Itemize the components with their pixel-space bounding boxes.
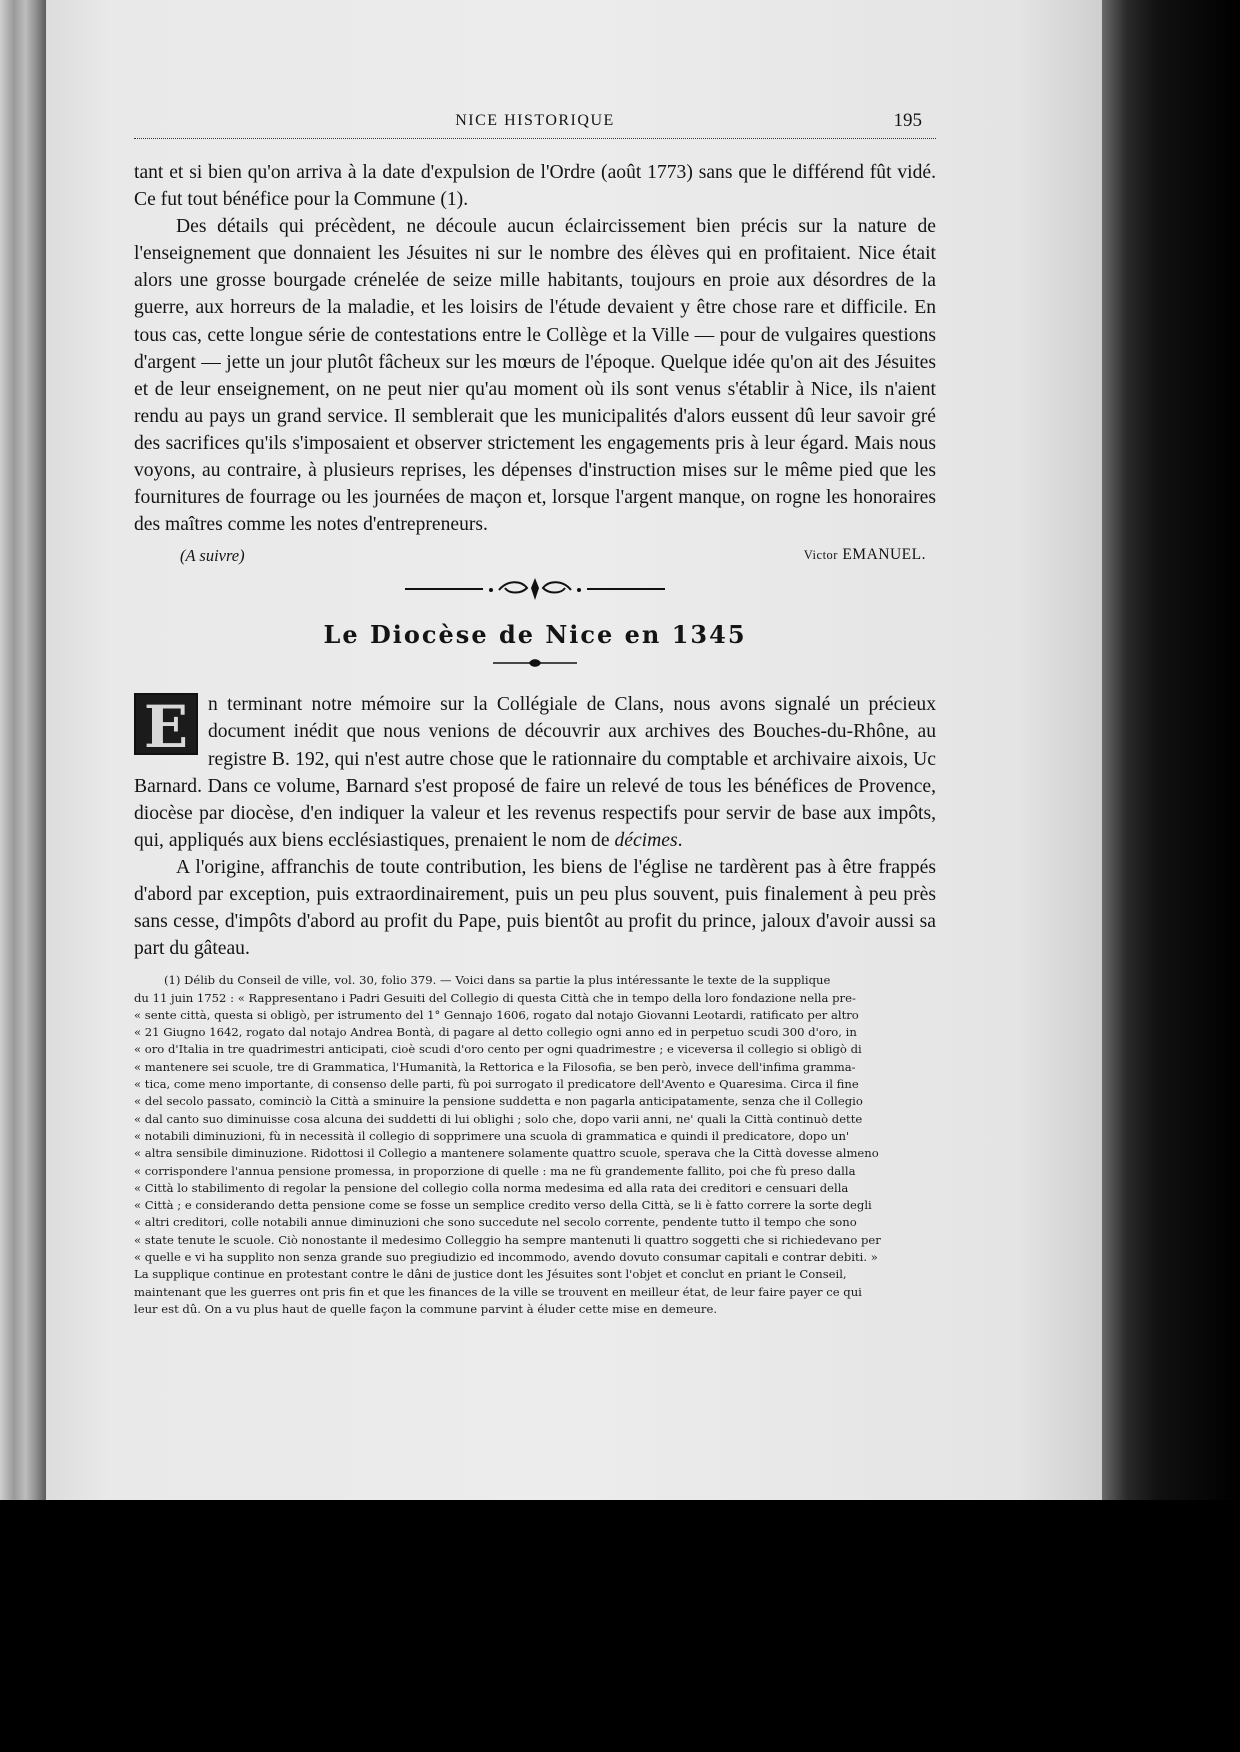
decorated-dropcap: E (134, 693, 198, 755)
footnote-line: « notabili diminuzioni, fù in necessità il collegio di sopprimere una scuola di grammatica e quindi il predicatore, dopo un' (134, 1128, 850, 1143)
page-header (134, 108, 936, 139)
footnote-block (134, 972, 936, 1318)
footnote-line: (1) Délib du Conseil de ville, vol. 30, folio 379. — Voici dans sa partie la plus intéressante le texte de la supplique (164, 973, 831, 988)
footnote-line: maintenant que les guerres ont pris fin et que les finances de la ville se trouvent en meilleur état, de leur faire payer ce qui (134, 1284, 862, 1299)
footnote-line: « dal canto suo diminuisse cosa alcuna dei suddetti di lui oblighi ; solo che, dopo varii anni, ne' quali la Città continuò dette (134, 1111, 863, 1126)
footnote-line: « quelle e vi ha supplito non senza grande suo pregiudizio ed incommodo, avendo dovuto consumar capitali e contrar debiti. » (134, 1250, 878, 1264)
page-number: 195 (893, 110, 922, 131)
footnote-line: « tica, come meno importante, di consenso delle parti, fù poi surrogato il predicatore dell'Avento e Quaresima. Circa il fine (134, 1077, 859, 1092)
right-binding-shadow (1102, 0, 1240, 1560)
article-title: Le Diocèse de Nice en 1345 (323, 620, 747, 650)
emphasized-term: décimes (614, 829, 678, 851)
footnote-line: « 21 Giugno 1642, rogato dal notajo Andrea Bontà, di pagare al detto collegio ogni anno ed in perpetuo scudi 300 d'oro, in (134, 1025, 857, 1040)
article-opening (134, 691, 936, 854)
footnote-line: « corrispondere l'annua pensione promessa, in proporzione di quelle : ma ne fù grandemente fallito, poi che fù preso dalla (134, 1163, 856, 1178)
footnote-line: « del secolo passato, cominciò la Città a sminuire la pensione suddetta e non pagarla anticipatamente, senza che il Collegio (134, 1094, 863, 1109)
footnote-line: « Città lo stabilimento di regolar la pensione del collegio colla norma medesima ed alla rata dei creditori e censuari della (134, 1180, 849, 1195)
paragraph-body: Des détails qui précèdent, ne découle aucun éclaircissement bien précis sur la nature de l'enseignement que donnaient les Jésuites ni sur le nombre des élèves qui en profitaient. Nice était alors une grosse bourgade crénelée de seize mille habitants, toujours en proie aux désordres de la guerre, aux horreurs de la maladie, et les loisirs de l'étude devaient y être chose rare et difficile. En tous cas, cette longue série de contestations entre le Collège et la Ville — pour de vulgaires questions d'argent — jette un jour plutôt fâcheux sur les mœurs de l'époque. Quelque idée qu'on ait des Jésuites et de leur enseignement, on ne peut nier qu'au moment où ils sont venus s'établir à Nice, ils n'aient rendu au pays un grand service. Il semblerait que les municipalités d'alors eussent dû leur savoir gré des sacrifices qu'ils s'imposaient et observer strictement les engagements pris à leur égard. Mais nous voyons, au contraire, à plusieurs reprises, les dépenses d'instruction mises sur le même pied que les fournitures de fourrage ou les journées de maçon et, lorsque l'argent manque, on rogne les honoraires des maîtres comme les notes d'entrepreneurs. (134, 216, 936, 536)
author-last-name: EMANUEL. (842, 546, 926, 564)
left-page-edge (0, 0, 46, 1560)
opening-paragraph: n terminant notre mémoire sur la Collégiale de Clans, nous avons signalé un précieux document inédit que nous venions de découvrir aux archives des Bouches-du-Rhône, au registre B. 192, qui n'est autre chose que le rationnaire du comptable et archivaire aixois, Uc Barnard. Dans ce volume, Barnard s'est proposé de faire un relevé de tous les bénéfices de Provence, diocèse par diocèse, d'en indiquer la valeur et les revenus respectifs pour servir de base aux impôts, qui, appliqués aux biens ecclésiastiques, prenaient le nom de décimes. (134, 694, 936, 851)
to-follow-note: (A suivre) (180, 546, 245, 566)
footnote-line: « Città ; e considerando detta pensione come se fosse un semplice credito verso della Città, se li è fatto correre la sorte degli (134, 1198, 872, 1213)
footnote-line: du 11 juin 1752 : « Rappresentano i Padri Gesuiti del Collegio di questa Città che in tempo della loro fondazione nella pre- (134, 990, 856, 1005)
article-signoff (134, 542, 936, 572)
running-head: NICE HISTORIQUE (455, 112, 615, 129)
footnote-line: « altra sensibile diminuzione. Ridottosi il Collegio a mantenere solamente quattro scuole, sperava che la Città dovesse almeno (134, 1146, 879, 1161)
footnote-line: La supplique continue en protestant contre le dâni de justice dont les Jésuites sont l'objet et conclut en priant le Conseil, (134, 1267, 847, 1282)
page-content (134, 108, 936, 1318)
section-divider-ornament (405, 576, 665, 602)
author-signature (804, 546, 926, 564)
bottom-scan-band (0, 1500, 1240, 1752)
footnote-line: « altri creditori, colle notabili annue diminuzioni che sono succedute nel secolo corrente, pendente tutto il tempo che sono (134, 1215, 857, 1230)
paragraph-continued: tant et si bien qu'on arriva à la date d'expulsion de l'Ordre (août 1773) sans que le différend fût vidé. Ce fut tout bénéfice pour la Commune (1). (134, 162, 936, 211)
author-first-name: Victor (803, 548, 838, 563)
title-underline-ornament (493, 657, 577, 669)
footnote-line: « oro d'Italia in tre quadrimestri anticipati, cioè scudi d'oro cento per ogni quadrimestre ; e viceversa il collegio si obligò di (134, 1042, 862, 1057)
paragraph-body: A l'origine, affranchis de toute contribution, les biens de l'église ne tardèrent pas à être frappés d'abord par exception, puis extraordinairement, puis un peu plus souvent, puis finalement à peu près sans cesse, d'impôts d'abord au profit du Pape, puis bientôt au profit du prince, jaloux d'avoir aussi sa part du gâteau. (134, 856, 936, 960)
footnote-line: « mantenere sei scuole, tre di Grammatica, l'Humanità, la Rettorica e la Filosofia, se ben però, invece dell'infima gramma- (134, 1059, 856, 1074)
footnote-line: leur est dû. On a vu plus haut de quelle façon la commune parvint à éluder cette mise en demeure. (134, 1301, 718, 1316)
footnote-line: « state tenute le scuole. Ciò nonostante il medesimo Colleggio ha sempre mantenuti li quattro soggetti che si richiedevano per (134, 1232, 881, 1247)
footnote-line: « sente città, questa si obligò, per istrumento del 1° Gennajo 1606, rogato dal notajo Giovanni Leotardi, ratificato per altro (134, 1007, 859, 1022)
